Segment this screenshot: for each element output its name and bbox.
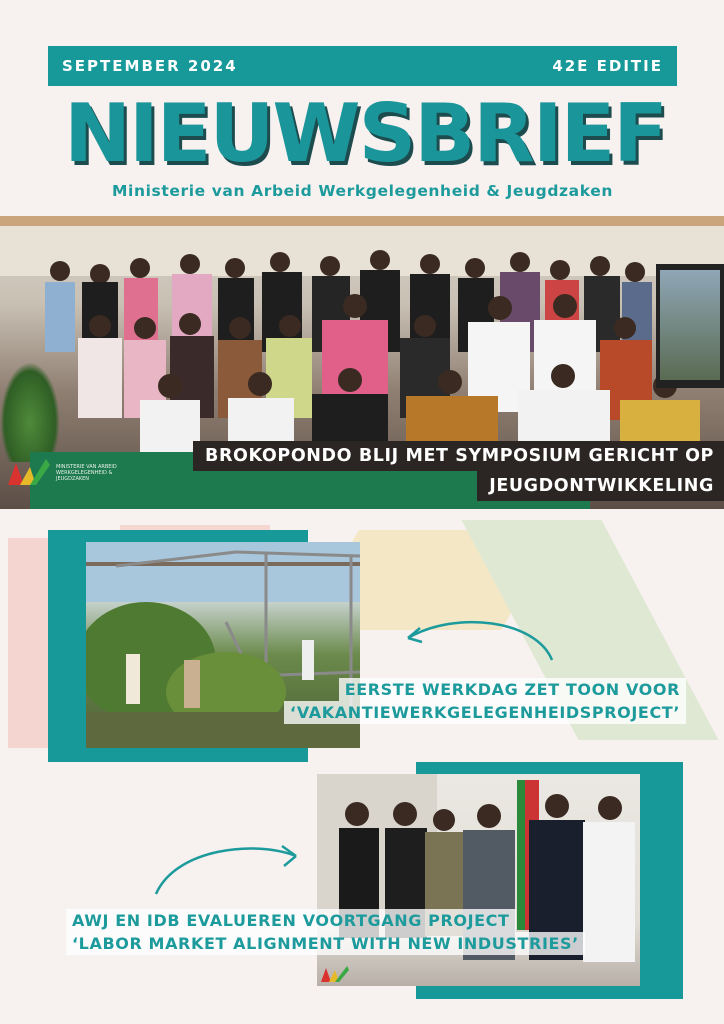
photo-logo-icon <box>319 964 359 984</box>
photo-tv-image <box>660 270 720 380</box>
header-band <box>48 46 677 86</box>
ministry-subtitle: Ministerie van Arbeid Werkgelegenheid & Jeugdzaken <box>112 182 613 200</box>
hero-headline-line2: JEUGDONTWIKKELING <box>477 471 724 501</box>
article2-caption-line2: ‘VAKANTIEWERKGELEGENHEIDSPROJECT’ <box>284 701 686 724</box>
article2-caption[interactable] <box>284 678 686 724</box>
curved-arrow-icon-2 <box>146 838 306 898</box>
edition-number: 42E EDITIE <box>552 57 663 75</box>
article3-caption[interactable] <box>66 909 585 955</box>
article3-caption-line1: AWJ EN IDB EVALUEREN VOORTGANG PROJECT <box>66 909 516 932</box>
photo-plant <box>0 362 60 462</box>
newsletter-title: NIEUWSBRIEF <box>64 87 666 180</box>
ministry-logo-mark <box>6 457 52 489</box>
ministry-logo-text: MINISTERIE VAN ARBEID WERKGELEGENHEID & JEUGDZAKEN <box>56 464 117 482</box>
hero-headline-line1: BROKOPONDO BLIJ MET SYMPOSIUM GERICHT OP <box>193 441 724 471</box>
issue-date: SEPTEMBER 2024 <box>62 57 238 75</box>
hero-headline[interactable] <box>193 441 724 501</box>
article3-caption-line2: ‘LABOR MARKET ALIGNMENT WITH NEW INDUSTRIES’ <box>66 932 585 955</box>
article2-caption-line1: EERSTE WERKDAG ZET TOON VOOR <box>339 678 686 701</box>
logo-icon <box>6 457 52 489</box>
ministry-logo <box>6 452 126 494</box>
